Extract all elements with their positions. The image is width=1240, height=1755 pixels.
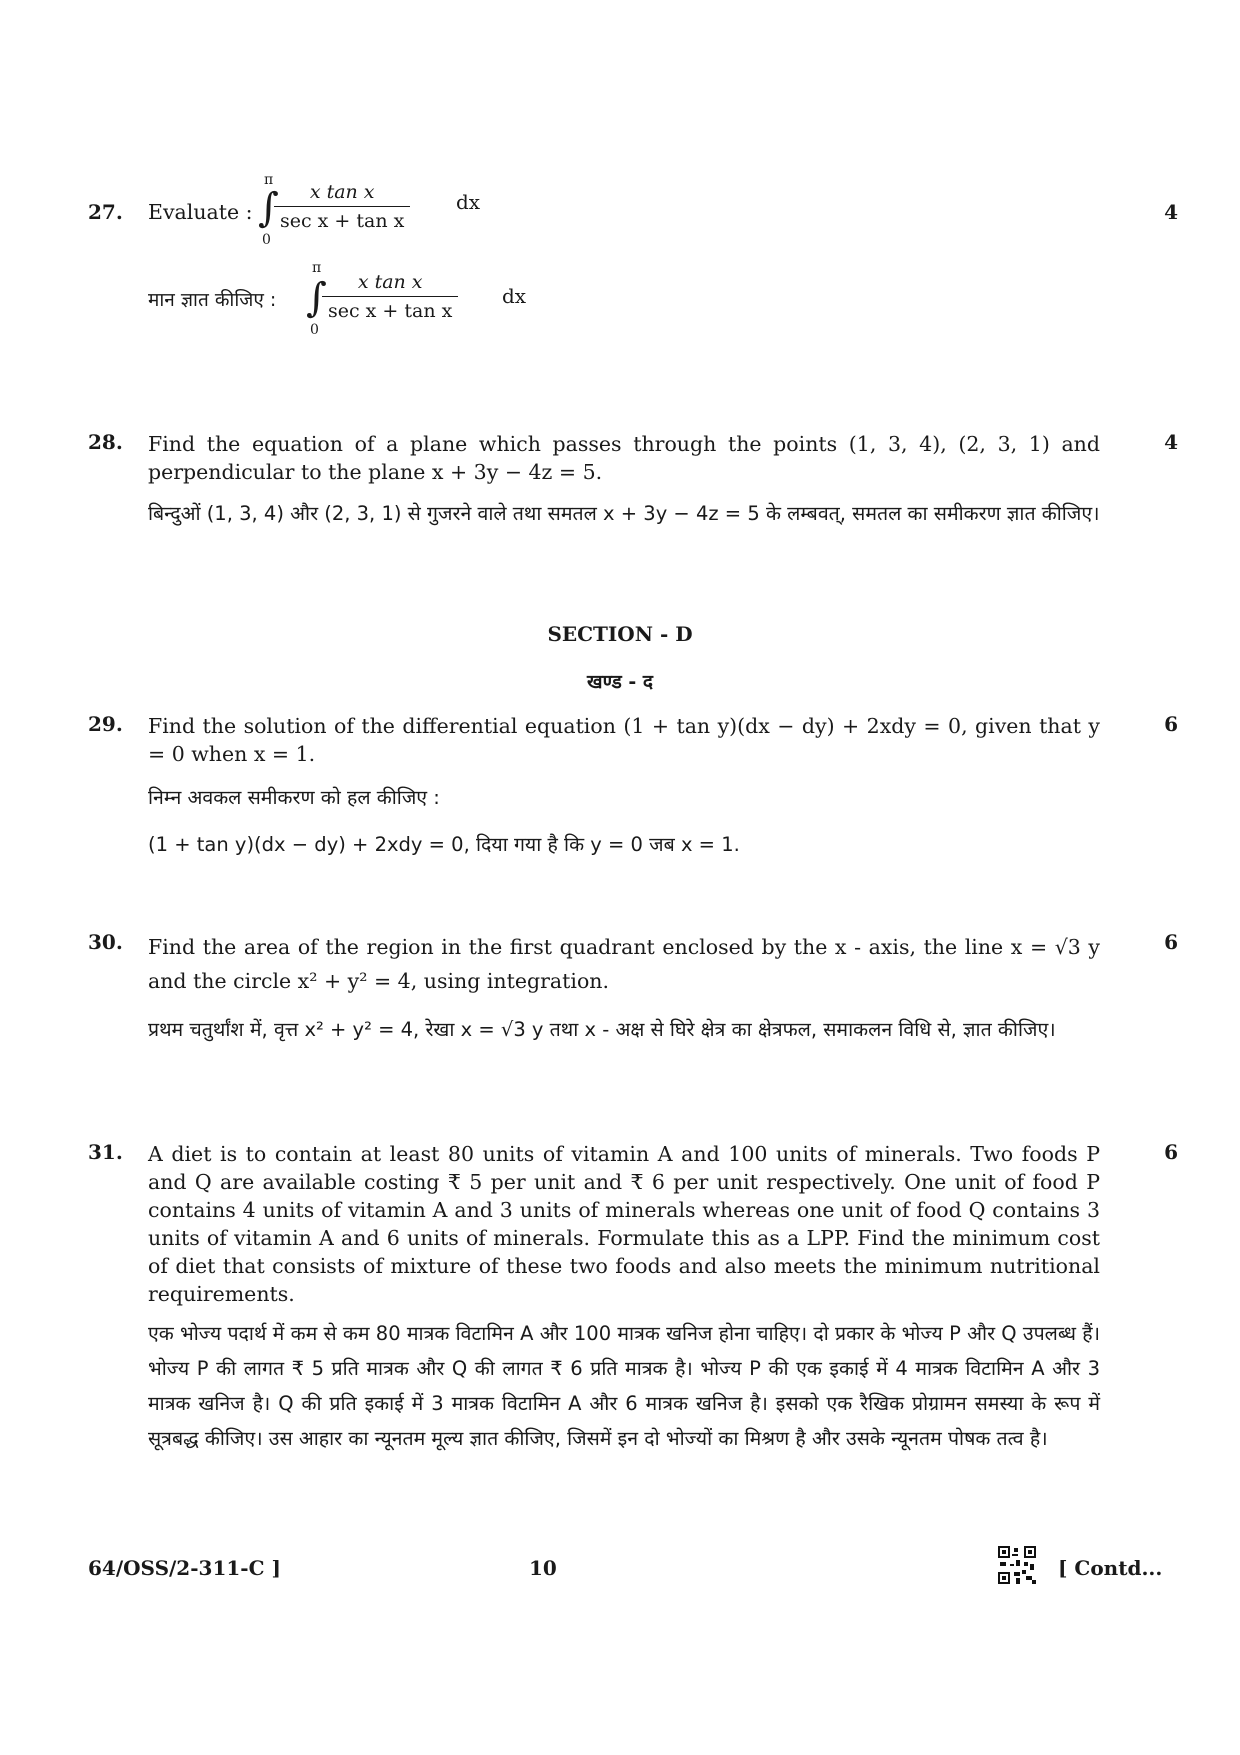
question-text-en: Find the equation of a plane which passes through the points (1, 3, 4), (2, 3, 1) and perpendicular to the plane x + 3y − 4z = 5. [148,432,1100,484]
question-text-hi: बिन्दुओं (1, 3, 4) और (2, 3, 1) से गुजरने वाले तथा समतल x + 3y − 4z = 5 के लम्बवत्, समतल का समीकरण ज्ञात कीजिए। [148,502,1100,525]
denominator: sec x + tan x [280,210,405,232]
question-text-en: Find the solution of the differential equation (1 + tan y)(dx − dy) + 2xdy = 0, given that y = 0 when x = 1. [148,714,1100,766]
lower-limit: 0 [310,322,319,338]
evaluate-label-hindi: मान ज्ञात कीजिए : [148,289,277,311]
dx: dx [502,284,527,308]
question-27 [88,172,1178,380]
question-number: 27. [88,200,123,224]
fraction [322,268,458,325]
question-30 [88,930,1178,1080]
question-text-en: Find the area of the region in the first quadrant enclosed by the x - axis, the line x = √3 y and the circle x² + y² = 4, using integration. [148,935,1100,993]
evaluate-label: Evaluate : [148,200,253,224]
numerator: x tan x [357,271,423,293]
lower-limit: 0 [262,232,271,248]
marks: 6 [1164,712,1178,736]
question-equation-hi: (1 + tan y)(dx − dy) + 2xdy = 0, दिया गया है कि y = 0 जब x = 1. [148,833,740,856]
denominator: sec x + tan x [328,300,453,322]
upper-limit: π [264,172,274,188]
marks: 4 [1164,200,1178,224]
paper-code: 64/OSS/2-311-C ] [88,1556,281,1580]
question-text-hi: एक भोज्य पदार्थ में कम से कम 80 मात्रक विटामिन A और 100 मात्रक खनिज होना चाहिए। दो प्रकार के भोज्य P और Q उपलब्ध हैं। भोज्य P की लागत ₹ 5 प्रति मात्रक और Q की लागत ₹ 6 प्रति मात्रक है। भोज्य P की एक इकाई में 4 मात्रक विटामिन A और 3 मात्रक खनिज है। Q की प्रति इकाई में 3 मात्रक विटामिन A और 6 मात्रक खनिज है। इसको एक रैखिक प्रोग्रामन समस्या के रूप में सूत्रबद्ध कीजिए। उस आहार का न्यूनतम मूल्य ज्ञात कीजिए, जिसमें इन दो भोज्यों का मिश्रण है और उसके न्यूनतम पोषक तत्व है। [148,1322,1100,1450]
upper-limit: π [312,260,322,276]
question-28 [88,430,1178,570]
question-31 [88,1140,1178,1510]
question-number: 29. [88,712,123,736]
question-number: 31. [88,1140,123,1164]
page-number: 10 [529,1556,557,1580]
numerator: x tan x [309,181,375,203]
marks: 6 [1164,1140,1178,1164]
integral-sign-icon: ∫ [258,185,279,231]
marks: 4 [1164,430,1178,454]
integral-en [258,170,518,260]
section-title: SECTION - D [547,622,693,646]
fraction [274,178,410,235]
question-text-en: A diet is to contain at least 80 units of vitamin A and 100 units of minerals. Two foods P and Q are available costing ₹ 5 per unit and ₹ 6 per unit respectively. One unit of food P contains 4 units of vitamin A and 3 units of minerals whereas one unit of food Q contains 3 units of vitamin A and 6 units of minerals. Formulate this as a LPP. Find the minimum cost of diet that consists of mixture of these two foods and also meets the minimum nutritional requirements. [148,1142,1100,1306]
integral-sign-icon: ∫ [306,275,327,321]
section-title-hindi: खण्ड - द [587,671,653,693]
marks: 6 [1164,930,1178,954]
dx: dx [456,190,481,214]
continued-label: [ Contd... [1058,1556,1163,1580]
question-text-hi: प्रथम चतुर्थांश में, वृत्त x² + y² = 4, रेखा x = √3 y तथा x - अक्ष से घिरे क्षेत्र का क्षेत्रफल, समाकलन विधि से, ज्ञात कीजिए। [148,1018,1056,1041]
question-number: 28. [88,430,123,454]
integral-hi [306,260,566,350]
question-text-hi: निम्न अवकल समीकरण को हल कीजिए : [148,786,440,809]
question-29 [88,712,1178,862]
question-number: 30. [88,930,123,954]
qr-code-icon [998,1546,1036,1584]
